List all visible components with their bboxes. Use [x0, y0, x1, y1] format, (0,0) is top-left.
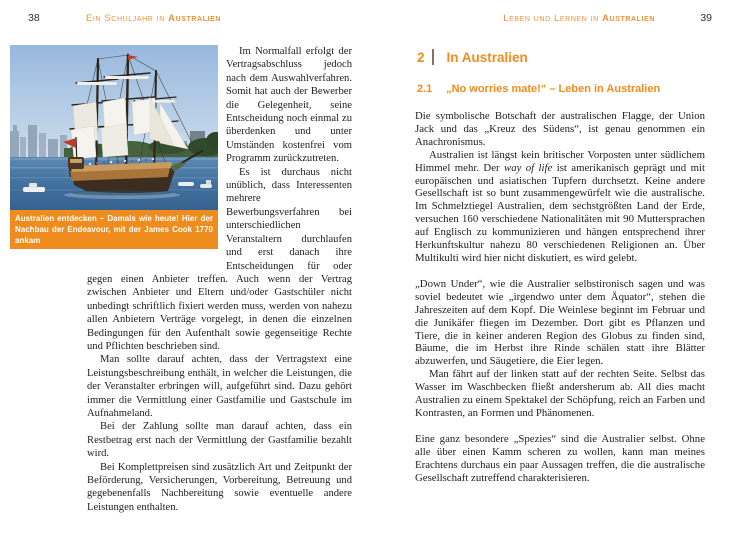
right-paragraph-4: Man fährt auf der linken statt auf der rechten Seite. Selbst das Wasser im Waschbecken fließt andersherum ab. All dies macht Australien zu einem Spektakel der Schöpfung, reich an Farben und Kontrasten, an Formen und Phänomenen.	[415, 368, 705, 419]
left-paragraph-3: Man sollte darauf achten, dass der Vertragstext eine Leistungsbeschreibung enthält, in welcher die Leistungen, die der Veranstalter erbringen will, aufgeführt sind. Dazu gehört immer die Vermittlung einer Gastfamilie und Gastschule im Aufnahmeland.	[87, 354, 352, 419]
left-paragraph-5: Bei Komplettpreisen sind zusätzlich Art und Zeitpunkt der Beförderung, Versicherungen, Vorbereitung, Betreuung und gegebenenfalls Nachbereitung sowie eventuelle andere Leistungen enthalten.	[87, 461, 352, 513]
right-paragraph-2	[415, 149, 705, 265]
section-title: „No worries mate!“ – Leben in Australien	[446, 83, 661, 95]
left-paragraph-1: Im Normalfall erfolgt der Vertragsabschluss jedoch nach dem Auswahlverfahren. Somit hat auch der Bewerber die Gelegenheit, seine Entscheidung noch einmal zu überdenken und unter Umständen kostenfrei vom Programm zurückzutreten.	[226, 46, 352, 165]
section-number: 2.1	[417, 83, 433, 95]
right-running-head-prefix: Leben und Lernen in	[503, 13, 603, 24]
left-page-text-block	[15, 45, 352, 514]
right-paragraph-2-italic-phrase: way of life	[504, 161, 553, 174]
left-running-head-emphasis: Australien	[168, 13, 222, 24]
endeavour-photo-figure	[10, 45, 218, 249]
right-running-head	[503, 13, 655, 24]
right-paragraph-2-tail: ist amerikanisch geprägt und mit europäischen und asiatischen Tupfern durchsetzt. Keine andere Gesellschaft ist so bunt zusammengewürfelt wie die australische. Im Schmelztiegel Australien, dem sechstgrößten Land der Erde, versuchen 160 verschiedene Nationalitäten mit 90 Muttersprachen auf Englisch zu kommunizieren und hängen entsprechend ihrer Herkunftskultur nahezu 80 verschiedenen Religionen an. Über Multikulti wird hier nicht diskutiert, es wird gelebt.	[415, 161, 705, 264]
section-heading	[417, 83, 660, 95]
right-page-number: 39	[700, 12, 712, 24]
left-running-head-prefix: Ein Schuljahr in	[86, 13, 169, 24]
right-paragraph-2-lead: Australien ist längst kein britischer Vorposten unter südlichem Himmel mehr. Der	[415, 148, 705, 174]
chapter-heading	[417, 49, 528, 65]
endeavour-photo	[10, 45, 218, 210]
right-paragraph-5: Eine ganz besondere „Spezies“ sind die Australier selbst. Ohne alle über einen Kamm scheren zu wollen, kann man meines Erachtens durchaus ein paar Aussagen treffen, die die australische Gesellschaft zutreffend charakterisieren.	[415, 432, 705, 484]
left-paragraph-4: Bei der Zahlung sollte man darauf achten, dass ein Restbetrag erst nach der Vermittlung der Gastfamilie bezahlt wird.	[87, 421, 352, 460]
left-paragraph-2: Es ist durchaus nicht unüblich, dass Interessenten mehrere Bewerbungsverfahren bei unterschiedlichen Veranstaltern durchlaufen und erst danach ihre Entscheidungen für oder gegen einen Anbieter treffen. Auch wenn der Vertrag zwischen Anbieter und Eltern und/oder Gastschüler nicht unbedingt schriftlich fixiert werden muss, werden von nahezu allen Anbietern Verträge vorgelegt, in denen die einzelnen Bedingungen für den Aufenthalt sowie gegenseitige Rechte und Pflichten beschrieben sind.	[87, 166, 352, 352]
right-page-text-block	[415, 110, 705, 484]
chapter-divider-bar	[432, 49, 434, 65]
right-paragraph-1: Die symbolische Botschaft der australischen Flagge, der Union Jack und das „Kreuz des Südens“, ist genau genommen ein Anachronismus.	[415, 110, 705, 148]
photo-caption: Australien entdecken – Damals wie heute! Hier der Nachbau der Endeavour, mit der James Cook 1770 ankam	[10, 210, 218, 249]
left-page-number: 38	[28, 12, 40, 24]
right-paragraph-3: „Down Under“, wie die Australier selbstironisch sagen und was soviel bedeutet wie „irgendwo unter dem Äquator“, stehen die Jahreszeiten auf dem Kopf. Die Weinlese beginnt im Februar und die Junikäfer fliegen im Dezember. Dort gibt es Pflanzen und Tiere, die in keiner anderen Region des Globus zu finden sind, Bäume, die im Herbst ihre Rinde schälen statt ihre Blätter abzuwerfen, und Säugetiere, die Eier legen.	[415, 277, 705, 368]
chapter-number: 2	[417, 49, 425, 65]
right-running-head-emphasis: Australien	[602, 13, 655, 24]
left-running-head	[86, 13, 221, 24]
chapter-title: In Australien	[446, 49, 528, 65]
